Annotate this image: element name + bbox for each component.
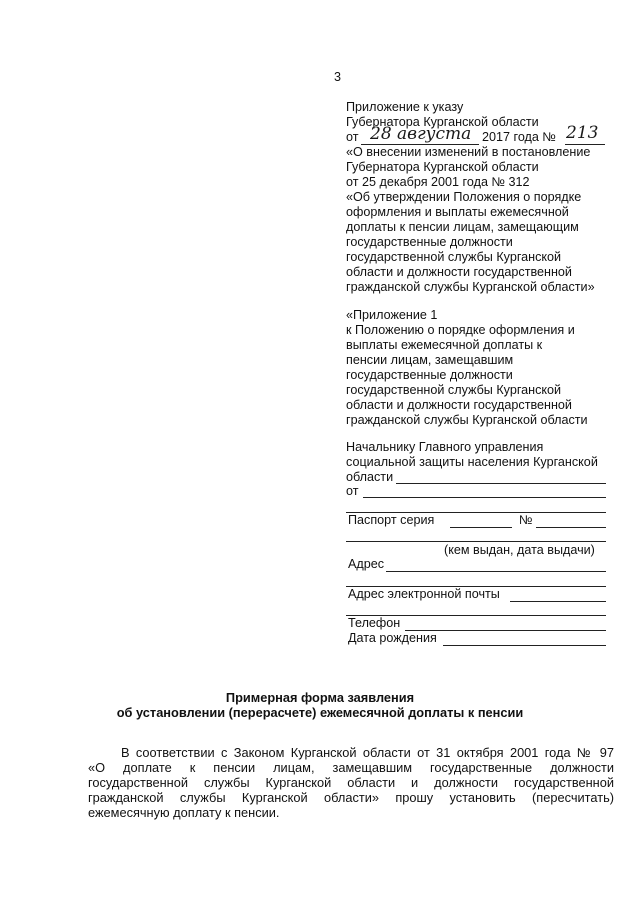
annex-line: области и должности государственной xyxy=(346,398,572,412)
decree-line: Губернатора Курганской области xyxy=(346,160,539,174)
birth-date-field[interactable] xyxy=(443,645,606,646)
issued-by-hint: (кем выдан, дата выдачи) xyxy=(444,543,595,557)
passport-series-field[interactable] xyxy=(450,527,512,528)
email-label: Адрес электронной почты xyxy=(348,587,500,601)
phone-label: Телефон xyxy=(348,616,401,630)
body-line: «О доплате к пенсии лицам, замещавшим государственные должности xyxy=(88,760,614,775)
addressee-line: Начальнику Главного управления xyxy=(346,440,544,454)
address-label: Адрес xyxy=(348,557,385,571)
body-line: государственной службы Курганской области и должности государственной xyxy=(88,775,614,790)
form-title: Примерная форма заявления xyxy=(225,690,415,705)
annex-line: государственные должности xyxy=(346,368,513,382)
form-subtitle: об установлении (перерасчете) ежемесячной доплаты к пенсии xyxy=(116,705,524,720)
annex-line: к Положению о порядке оформления и xyxy=(346,323,575,337)
addressee-line: области xyxy=(346,470,394,484)
decree-line: «О внесении изменений в постановление xyxy=(346,145,591,159)
annex-line: гражданской службы Курганской области xyxy=(346,413,588,427)
decree-line: государственной службы Курганской xyxy=(346,250,562,264)
handwritten-number: 213 xyxy=(566,123,599,143)
date-prefix: от xyxy=(346,130,359,144)
annex-line: государственной службы Курганской xyxy=(346,383,562,397)
page-number: 3 xyxy=(334,70,342,84)
passport-number-label: № xyxy=(519,513,533,527)
decree-line: доплаты к пенсии лицам, замещающим xyxy=(346,220,579,234)
passport-issued-field[interactable] xyxy=(346,541,606,542)
body-line: В соответствии с Законом Курганской области от 31 октября 2001 года № 97 xyxy=(121,745,614,760)
from-field[interactable] xyxy=(363,497,606,498)
passport-number-field[interactable] xyxy=(536,527,606,528)
appendix-governor: Губернатора Курганской области xyxy=(346,115,539,129)
decree-line: «Об утверждении Положения о порядке xyxy=(346,190,582,204)
birth-label: Дата рождения xyxy=(348,631,437,645)
address-field[interactable] xyxy=(386,571,606,572)
annex-line: пенсии лицам, замещавшим xyxy=(346,353,514,367)
body-line: ежемесячную доплату к пенсии. xyxy=(88,805,280,820)
addressee-line: социальной защиты населения Курганской xyxy=(346,455,598,469)
email-field[interactable] xyxy=(510,601,606,602)
addressee-blank[interactable] xyxy=(396,483,606,484)
appendix-heading: Приложение к указу xyxy=(346,100,464,114)
decree-line: оформления и выплаты ежемесячной xyxy=(346,205,569,219)
handwritten-date: 28 августа xyxy=(370,124,472,144)
decree-line: государственные должности xyxy=(346,235,513,249)
decree-line: от 25 декабря 2001 года № 312 xyxy=(346,175,530,189)
from-label: от xyxy=(346,484,359,498)
decree-line: гражданской службы Курганской области» xyxy=(346,280,595,294)
date-year: 2017 года № xyxy=(482,130,556,144)
annex-line: «Приложение 1 xyxy=(346,308,438,322)
passport-label: Паспорт серия xyxy=(348,513,435,527)
decree-line: области и должности государственной xyxy=(346,265,572,279)
annex-line: выплаты ежемесячной доплаты к xyxy=(346,338,543,352)
body-line: гражданской службы Курганской области» прошу установить (пересчитать) xyxy=(88,790,614,805)
